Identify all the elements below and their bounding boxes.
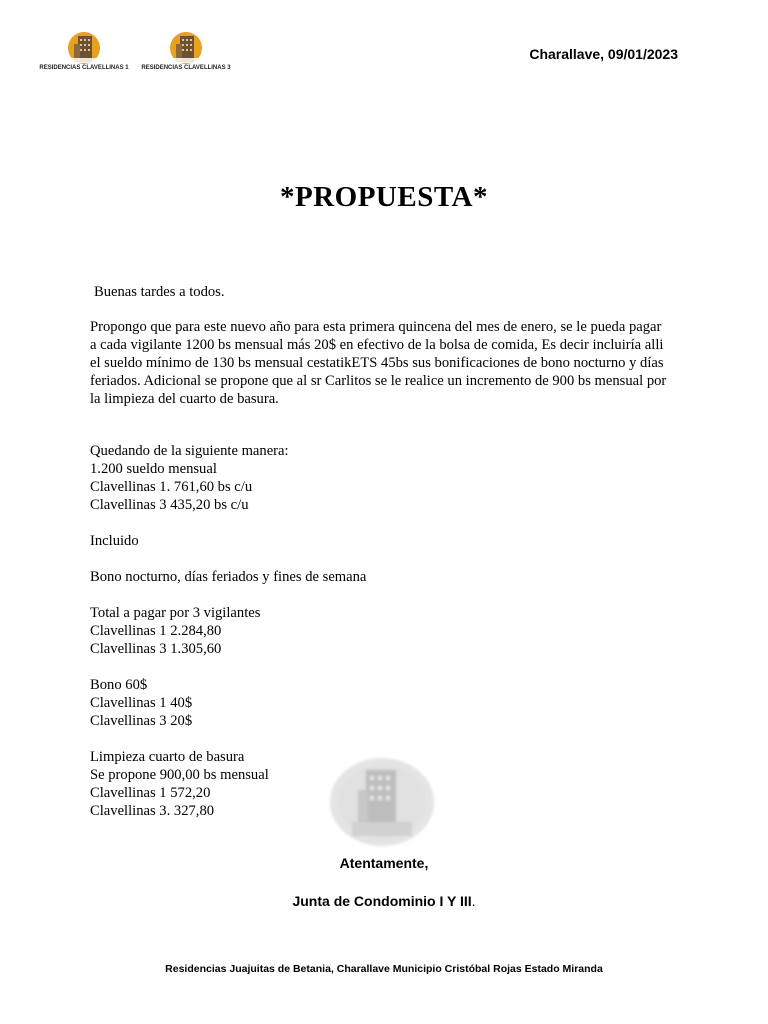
greeting: Buenas tardes a todos. [94, 284, 225, 300]
section-heading: Incluido [90, 533, 139, 549]
section-heading: Bono 60$ [90, 677, 148, 693]
section-heading: Quedando de la siguiente manera: [90, 443, 289, 459]
closing: Atentamente, [339, 855, 429, 871]
proposal-paragraph: Propongo que para este nuevo año para esta primera quincena del mes de enero, se le pueda pagar a cada vigilante 1200 bs mensual más 20$ en efectivo de la bolsa de comida, Es decir incluiría alli el sueldo mínimo de 130 bs mensual cestatikETS 45bs sus bonificaciones de bono nocturno y días feriados. Adicional se propone que al sr Carlitos se le realice un incremento de 900 bs mensual por la limpieza del cuarto de basura. [90, 319, 667, 407]
list-item: Se propone 900,00 bs mensual [90, 767, 269, 783]
list-item: Clavellinas 3 435,20 bs c/u [90, 497, 249, 513]
footer-address: Residencias Juajuitas de Betania, Charallave Municipio Cristóbal Rojas Estado Miranda [165, 963, 603, 975]
list-item: Bono nocturno, días feriados y fines de semana [90, 569, 367, 585]
list-item: Clavellinas 1 572,20 [90, 785, 211, 801]
signer [0, 893, 768, 909]
logo-caption: RESIDENCIAS CLAVELLINAS 3 [141, 65, 231, 71]
section-heading: Limpieza cuarto de basura [90, 749, 245, 765]
list-item: Clavellinas 1 40$ [90, 695, 193, 711]
document-title: *PROPUESTA* [280, 181, 488, 213]
list-item: Clavellinas 3 1.305,60 [90, 641, 222, 657]
logo-clavellinas-1 [36, 30, 132, 80]
signer-suffix: . [471, 893, 476, 909]
signer-name: Junta de Condominio I Y III [292, 893, 472, 909]
list-item: Clavellinas 3. 327,80 [90, 803, 215, 819]
building-sun-logo-icon [164, 30, 208, 64]
list-item: Clavellinas 1. 761,60 bs c/u [90, 479, 253, 495]
list-item: Clavellinas 3 20$ [90, 713, 193, 729]
building-sun-logo-icon [62, 30, 106, 64]
section-heading: Total a pagar por 3 vigilantes [90, 605, 261, 621]
date-line: Charallave, 09/01/2023 [529, 46, 678, 62]
list-item: Clavellinas 1 2.284,80 [90, 623, 222, 639]
condominium-seal-icon [328, 756, 436, 848]
logo-clavellinas-3 [138, 30, 234, 80]
logo-caption: RESIDENCIAS CLAVELLINAS 1 [39, 65, 129, 71]
list-item: 1.200 sueldo mensual [90, 461, 217, 477]
